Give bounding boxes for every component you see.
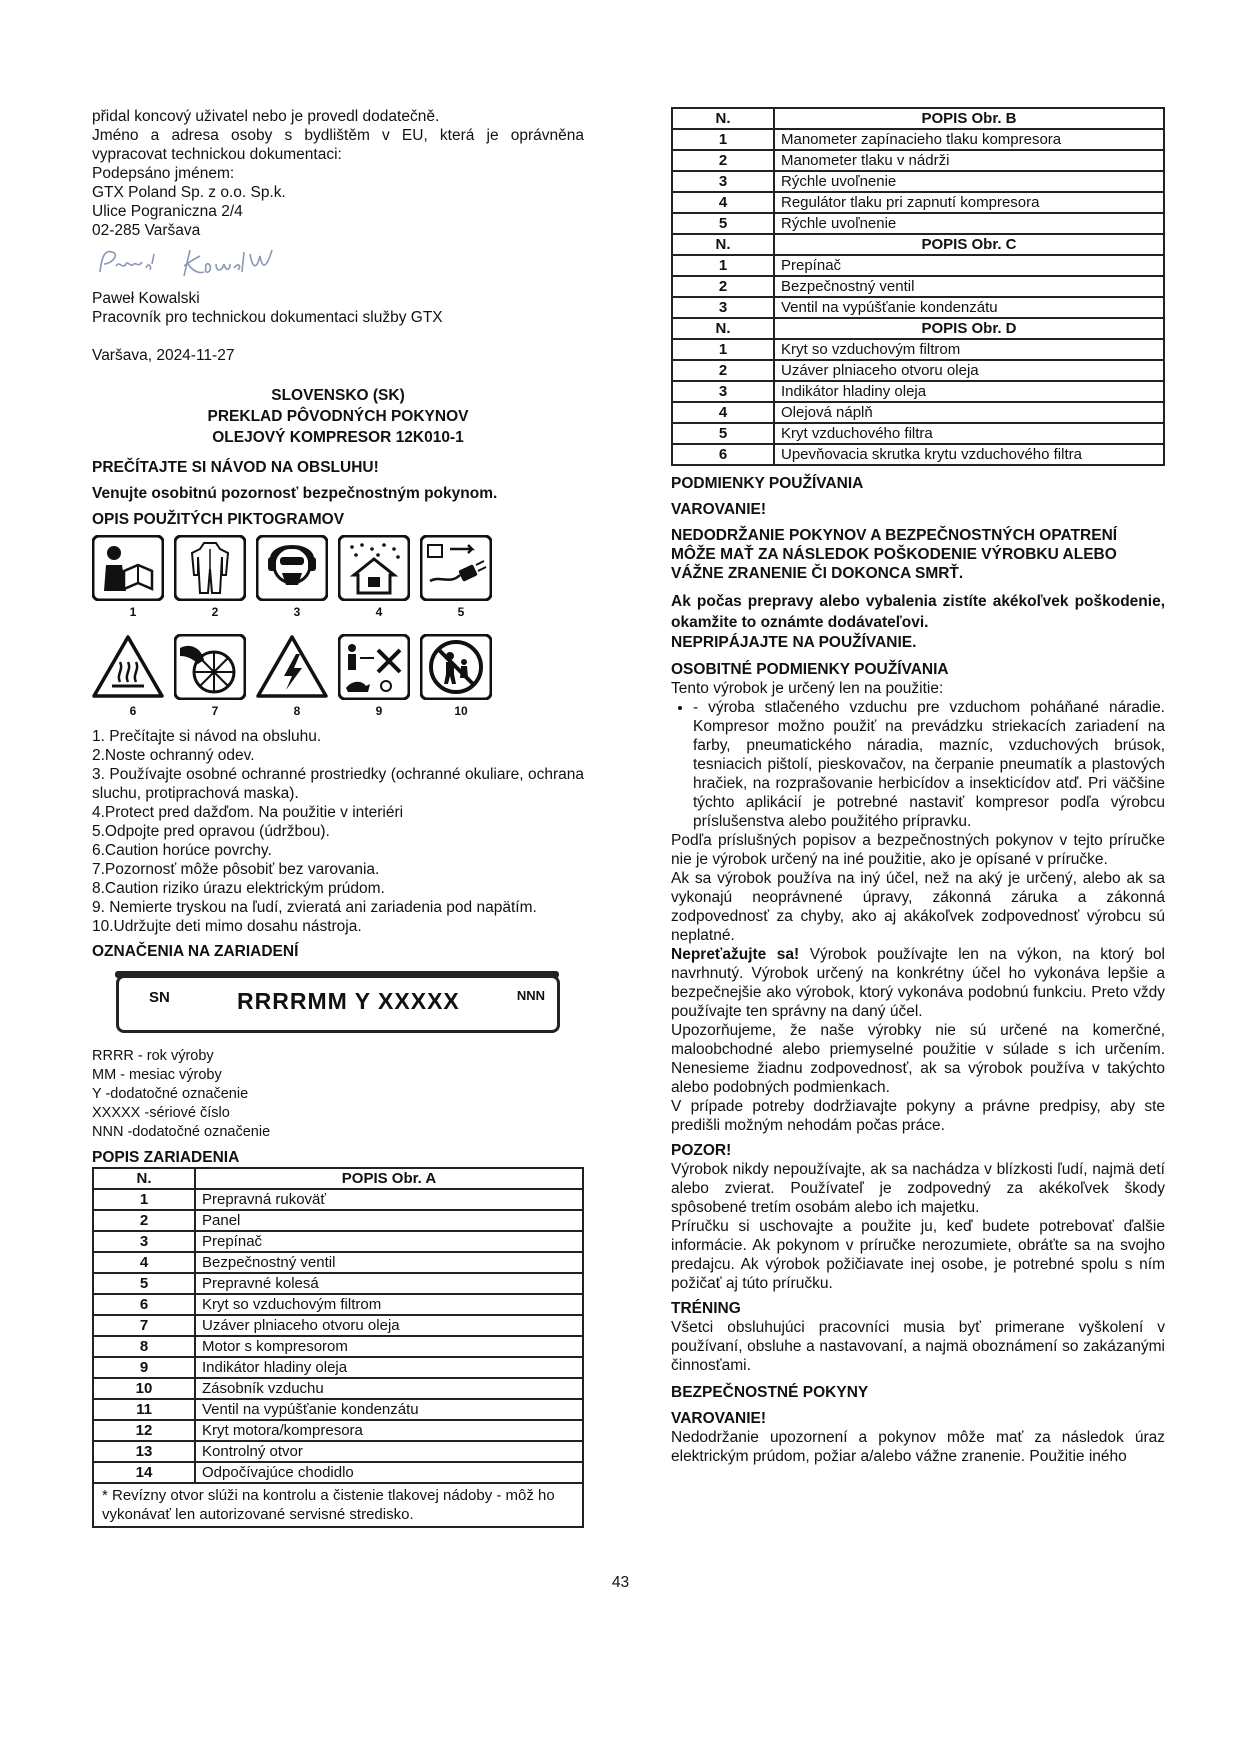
picto-item: 8.Caution riziko úrazu elektrickým prúdom. — [92, 880, 385, 897]
warning-caps: NEDODRŽANIE POKYNOV A BEZPEČNOSTNÝCH OPATRENÍ MÔŽE MAŤ ZA NÁSLEDOK POŠKODENIE VÝROBKU ALEBO VÁŽNE ZRANENIE ČI DOKONCA SMRŤ. — [671, 527, 1118, 582]
use-heading: PODMIENKY POUŽÍVANIA — [671, 475, 864, 492]
marking-list — [92, 1047, 584, 1142]
row-number: 9 — [93, 1357, 195, 1378]
intro-line-5: Ulice Pograniczna 2/4 — [92, 203, 243, 220]
row-description: Prepravná rukoväť — [195, 1189, 583, 1210]
para-overload — [671, 945, 1165, 1021]
row-number: 7 — [93, 1315, 195, 1336]
intro-line-2: Jméno a adresa osoby s bydlištěm v EU, která je oprávněna vypracovat technickou dokumentaci: — [92, 127, 584, 163]
table-row — [93, 1252, 583, 1273]
row-description: Motor s kompresorom — [195, 1336, 583, 1357]
overload-rest: Výrobok používajte len na výkon, na ktorý bol navrhnutý. Výrobok určený na konkrétny účel ho vykonáva lepšie a bezpečnejšie ako výrobok, ktorý vykonáva podobnú funkciu. Preto vždy používajte ten správny na daný účel. — [671, 946, 1165, 1020]
row-description: Kontrolný otvor — [195, 1441, 583, 1462]
row-description: Kryt motora/kompresora — [195, 1420, 583, 1441]
row-description: Manometer tlaku v nádrži — [774, 150, 1164, 171]
table-row — [672, 150, 1164, 171]
table-row — [93, 1357, 583, 1378]
title-translation: PREKLAD PÔVODNÝCH POKYNOV — [207, 408, 469, 425]
row-description: Kryt so vzduchovým filtrom — [195, 1294, 583, 1315]
device-heading: POPIS ZARIADENIA — [92, 1149, 240, 1166]
warning-heading-1: VAROVANIE! — [671, 501, 767, 518]
picto-item: 1. Prečítajte si návod na obsluhu. — [92, 728, 322, 745]
do-not-connect: NEPRIPÁJAJTE NA POUŽÍVANIE. — [671, 634, 917, 651]
intended-for: Tento výrobok je určený len na použitie: — [671, 680, 944, 697]
picto-num: 8 — [293, 704, 301, 718]
row-number: 2 — [672, 276, 774, 297]
row-number: 3 — [93, 1231, 195, 1252]
pictogram-row-2 — [92, 634, 584, 700]
read-manual-heading: PREČÍTAJTE SI NÁVOD NA OBSLUHU! — [92, 459, 379, 476]
table-row — [93, 1189, 583, 1210]
pictogram-row-1 — [92, 535, 584, 601]
table-row — [672, 255, 1164, 276]
warning-heading-2: VAROVANIE! — [671, 1410, 767, 1427]
title-product: OLEJOVÝ KOMPRESOR 12K010-1 — [212, 429, 464, 446]
table-b-header — [672, 108, 1164, 129]
left-column — [92, 107, 584, 1528]
attention-heading: Venujte osobitnú pozornosť bezpečnostným pokynom. — [92, 485, 498, 502]
serial-label-bar — [115, 971, 559, 978]
table-row — [672, 129, 1164, 150]
table-row — [93, 1336, 583, 1357]
para-8: Nedodržanie upozornení a pokynov môže mať za následok úraz elektrickým prúdom, požiar a/alebo vážne zranenie. Použitie iného — [671, 1429, 1165, 1465]
table-a-footnote: * Revízny otvor slúži na kontrolu a čistenie tlakovej nádoby - môž ho vykonávať len autorizované servisné stredisko. — [93, 1483, 583, 1527]
row-description: Rýchle uvoľnenie — [774, 213, 1164, 234]
special-heading: OSOBITNÉ PODMIENKY POUŽÍVANIA — [671, 661, 949, 678]
table-b-col-desc: POPIS Obr. B — [774, 108, 1164, 129]
para-7: Všetci obsluhujúci pracovníci musia byť primerane vyškolení v používaní, obsluhe a nastavovaní, a najmä oboznámení so zakázanými činnosťami. — [671, 1319, 1165, 1374]
intro-line-1: přidal koncový uživatel nebo je provedl dodatečně. — [92, 108, 440, 125]
row-description: Prepínač — [774, 255, 1164, 276]
picto-item: 5.Odpojte pred opravou (údržbou). — [92, 823, 330, 840]
para-6: Príručku si uschovajte a použite ju, keď budete potrebovať ďalšie informácie. Ak pokynom v príručke nerozumiete, obráťte sa na svojho predajcu. Ak výrobok požičiavate inej osobe, je potrebné spolu s ním požičať aj túto príručku. — [671, 1218, 1165, 1292]
picto-num: 4 — [375, 605, 383, 619]
table-row — [672, 444, 1164, 465]
training-heading: TRÉNING — [671, 1300, 741, 1317]
table-row — [93, 1441, 583, 1462]
picto-item: 3. Používajte osobné ochranné prostriedky (ochranné okuliare, ochrana sluchu, protiprachová maska). — [92, 766, 584, 802]
serial-label-nnn: NNN — [516, 988, 545, 1003]
signature — [92, 242, 292, 282]
row-description: Prepravné kolesá — [195, 1273, 583, 1294]
marking-item: NNN -dodatočné označenie — [92, 1124, 271, 1140]
table-d-header — [672, 318, 1164, 339]
table-row — [93, 1378, 583, 1399]
table-row — [93, 1273, 583, 1294]
picto-item: 10.Udržujte deti mimo dosahu nástroja. — [92, 918, 362, 935]
marking-heading: OZNAČENIA NA ZARIADENÍ — [92, 943, 299, 960]
row-number: 6 — [672, 444, 774, 465]
table-row — [93, 1462, 583, 1483]
row-description: Indikátor hladiny oleja — [195, 1357, 583, 1378]
ppe-icon — [256, 535, 328, 601]
table-a-col-desc: POPIS Obr. A — [195, 1168, 583, 1189]
picto-item: 4.Protect pred dažďom. Na použitie v interiéri — [92, 804, 404, 821]
table-d-body — [672, 339, 1164, 465]
serial-label-sn: SN — [149, 989, 170, 1006]
table-row — [93, 1399, 583, 1420]
serial-label — [116, 975, 560, 1033]
table-c-header — [672, 234, 1164, 255]
table-row — [672, 192, 1164, 213]
row-description: Upevňovacia skrutka krytu vzduchového filtra — [774, 444, 1164, 465]
marking-item: XXXXX -sériové číslo — [92, 1105, 230, 1121]
para-1: Podľa príslušných popisov a bezpečnostných pokynov v tejto príručke nie je výrobok určený na iné použitie, ako je opísané v príručke. — [671, 832, 1165, 868]
row-number: 4 — [93, 1252, 195, 1273]
picto-item: 9. Nemierte tryskou na ľudí, zvieratá ani zariadenia pod napätím. — [92, 899, 537, 916]
row-number: 5 — [672, 213, 774, 234]
row-number: 5 — [672, 423, 774, 444]
picto-item: 2.Noste ochranný odev. — [92, 747, 255, 764]
table-row — [93, 1231, 583, 1252]
table-row — [672, 276, 1164, 297]
row-description: Olejová náplň — [774, 402, 1164, 423]
unplug-icon — [420, 535, 492, 601]
section-title — [92, 385, 584, 448]
row-description: Kryt so vzduchovým filtrom — [774, 339, 1164, 360]
electric-shock-icon — [256, 634, 328, 700]
intro-line-6: 02-285 Varšava — [92, 222, 201, 239]
marking-item: Y -dodatočné označenie — [92, 1086, 249, 1102]
table-a-col-n: N. — [93, 1168, 195, 1189]
para-5: Výrobok nikdy nepoužívajte, ak sa nachádza v blízkosti ľudí, najmä detí alebo zvierat. Používateľ je zodpovedný za akékoľvek škody spôsobené tretím osobám alebo ich majetku. — [671, 1161, 1165, 1216]
table-b — [671, 107, 1165, 466]
picto-num: 10 — [454, 704, 468, 718]
usage-list — [671, 698, 1165, 831]
row-number: 3 — [672, 171, 774, 192]
table-a — [92, 1167, 584, 1528]
picto-num: 6 — [129, 704, 137, 718]
table-c-col-n: N. — [672, 234, 774, 255]
table-row — [672, 402, 1164, 423]
table-row — [93, 1420, 583, 1441]
row-description: Panel — [195, 1210, 583, 1231]
picto-num: 1 — [129, 605, 137, 619]
read-manual-icon — [92, 535, 164, 601]
row-number: 8 — [93, 1336, 195, 1357]
declaration-date: Varšava, 2024-11-27 — [92, 347, 235, 364]
row-description: Manometer zapínacieho tlaku kompresora — [774, 129, 1164, 150]
row-description: Uzáver plniaceho otvoru oleja — [774, 360, 1164, 381]
keep-children-away-icon — [420, 634, 492, 700]
row-number: 1 — [672, 129, 774, 150]
row-description: Zásobník vzduchu — [195, 1378, 583, 1399]
row-description: Kryt vzduchového filtra — [774, 423, 1164, 444]
table-b-col-n: N. — [672, 108, 774, 129]
row-number: 3 — [672, 297, 774, 318]
serial-label-code: RRRRMM Y XXXXX — [237, 988, 460, 1014]
picto-num: 2 — [211, 605, 219, 619]
row-description: Bezpečnostný ventil — [195, 1252, 583, 1273]
row-number: 2 — [672, 360, 774, 381]
table-row — [672, 171, 1164, 192]
marking-item: MM - mesiac výroby — [92, 1067, 222, 1083]
row-number: 4 — [672, 402, 774, 423]
right-column — [671, 107, 1165, 1466]
para-3: Upozorňujeme, že naše výrobky nie sú určené na komerčné, maloobchodné alebo priemyselné použitie v súlade s ich určením. Nenesieme žiadnu zodpovednosť, ak sa výrobok používa v takýchto alebo podobných podmienkach. — [671, 1022, 1165, 1096]
table-a-footnote-row — [93, 1483, 583, 1527]
table-c-body — [672, 255, 1164, 318]
table-a-header — [93, 1168, 583, 1189]
table-row — [672, 213, 1164, 234]
picto-num: 7 — [211, 704, 219, 718]
table-row — [672, 423, 1164, 444]
row-number: 1 — [672, 255, 774, 276]
picto-num: 3 — [293, 605, 301, 619]
row-description: Ventil na vypúšťanie kondenzátu — [774, 297, 1164, 318]
pictogram-list — [92, 727, 584, 936]
row-number: 4 — [672, 192, 774, 213]
table-row — [93, 1294, 583, 1315]
usage-bullet: • - výroba stlačeného vzduchu pre vzduchom poháňané náradie. Kompresor možno použiť na prevádzku striekacích zariadení na farby, pneumatického náradia, mazníc, vzduchových brúsok, tesniacich pištolí, pieskovačov, na čerpanie pneumatík a plastových hračiek, na rozprašovanie herbicídov a insekticídov atď. Pri väčšine týchto aplikácií je potrebné nastaviť kompresor podľa výrobcu príslušenstva alebo použitého prípravku. — [693, 698, 1165, 831]
overload-bold: Nepreťažujte sa! — [671, 946, 800, 963]
signer-role: Pracovník pro technickou dokumentaci služby GTX — [92, 309, 443, 326]
table-b-body — [672, 129, 1164, 234]
picto-item: 7.Pozornosť môže pôsobiť bez varovania. — [92, 861, 380, 878]
signer-name: Paweł Kowalski — [92, 290, 200, 307]
row-description: Odpočívajúce chodidlo — [195, 1462, 583, 1483]
row-description: Uzáver plniaceho otvoru oleja — [195, 1315, 583, 1336]
row-number: 10 — [93, 1378, 195, 1399]
do-not-aim-icon — [338, 634, 410, 700]
para-2: Ak sa výrobok používa na iný účel, než na aký je určený, alebo ak sa vykonajú neoprávnené úpravy, zákonná záruka a zákonná zodpovednosť za chyby, ako aj akákoľvek zodpovednosť výrobcu sú neplatné. — [671, 870, 1165, 944]
row-number: 5 — [93, 1273, 195, 1294]
table-a-body — [93, 1189, 583, 1483]
row-number: 11 — [93, 1399, 195, 1420]
safety-heading: BEZPEČNOSTNÉ POKYNY — [671, 1384, 869, 1401]
row-number: 3 — [672, 381, 774, 402]
caution-heading: POZOR! — [671, 1142, 732, 1159]
row-number: 2 — [93, 1210, 195, 1231]
row-number: 2 — [672, 150, 774, 171]
transport-damage: Ak počas prepravy alebo vybalenia zistíte akékoľvek poškodenie, okamžite to oznámte dodávateľovi. — [671, 593, 1165, 631]
table-row — [672, 339, 1164, 360]
table-row — [672, 297, 1164, 318]
row-description: Indikátor hladiny oleja — [774, 381, 1164, 402]
pictogram-numbers-row-1 — [92, 603, 584, 622]
pictogram-numbers-row-2 — [92, 702, 584, 721]
row-number: 1 — [93, 1189, 195, 1210]
picto-num: 9 — [375, 704, 383, 718]
row-description: Ventil na vypúšťanie kondenzátu — [195, 1399, 583, 1420]
intro-line-3: Podepsáno jménem: — [92, 165, 235, 182]
page-number: 43 — [611, 1574, 630, 1591]
row-number: 14 — [93, 1462, 195, 1483]
table-c-col-desc: POPIS Obr. C — [774, 234, 1164, 255]
picto-num: 5 — [457, 605, 465, 619]
row-number: 1 — [672, 339, 774, 360]
row-number: 6 — [93, 1294, 195, 1315]
row-number: 13 — [93, 1441, 195, 1462]
table-d-col-desc: POPIS Obr. D — [774, 318, 1164, 339]
table-row — [93, 1315, 583, 1336]
picto-item: 6.Caution horúce povrchy. — [92, 842, 272, 859]
pictogram-heading: OPIS POUŽITÝCH PIKTOGRAMOV — [92, 511, 345, 528]
table-row — [672, 360, 1164, 381]
row-description: Regulátor tlaku pri zapnutí kompresora — [774, 192, 1164, 213]
rain-protection-icon — [338, 535, 410, 601]
hot-surface-icon — [92, 634, 164, 700]
automatic-start-icon — [174, 634, 246, 700]
marking-item: RRRR - rok výroby — [92, 1048, 214, 1064]
table-row — [93, 1210, 583, 1231]
table-d-col-n: N. — [672, 318, 774, 339]
table-row — [672, 381, 1164, 402]
protective-clothing-icon — [174, 535, 246, 601]
title-language: SLOVENSKO (SK) — [271, 387, 405, 404]
row-description: Prepínač — [195, 1231, 583, 1252]
intro-line-4: GTX Poland Sp. z o.o. Sp.k. — [92, 184, 286, 201]
row-description: Bezpečnostný ventil — [774, 276, 1164, 297]
para-4: V prípade potreby dodržiavajte pokyny a právne predpisy, aby ste predišli možným nehodám počas práce. — [671, 1098, 1165, 1134]
row-number: 12 — [93, 1420, 195, 1441]
row-description: Rýchle uvoľnenie — [774, 171, 1164, 192]
